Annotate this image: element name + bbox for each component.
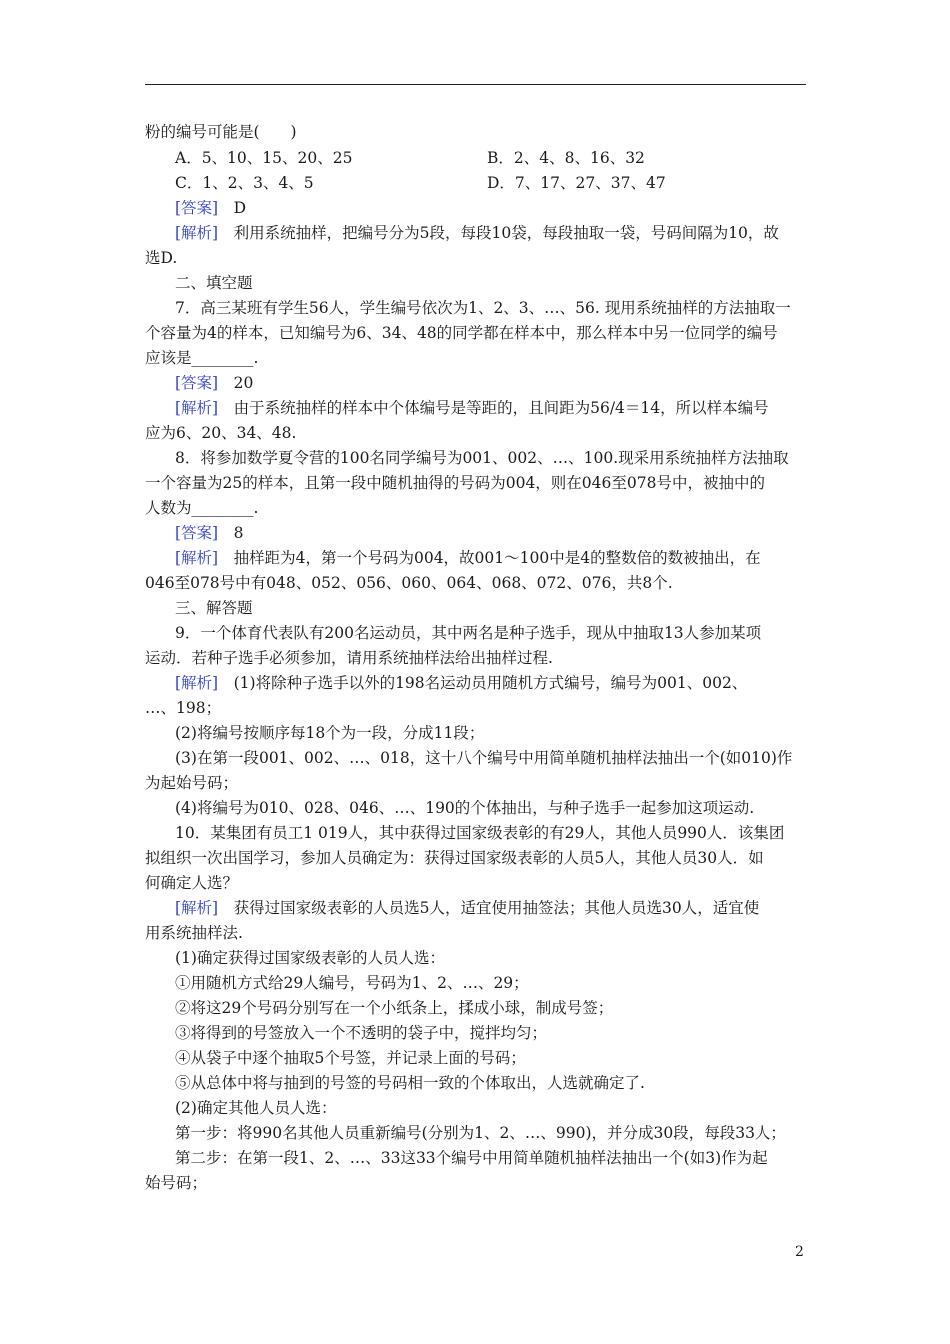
line-text: …、198； [145, 699, 222, 717]
line-text: D．7、17、27、37、47 [487, 174, 666, 192]
text-line [145, 423, 296, 447]
text-line [175, 448, 789, 472]
text-line [175, 198, 246, 222]
line-text: 8 [218, 524, 244, 542]
text-line [175, 273, 253, 297]
line-text: 人数为________. [145, 499, 259, 517]
line-text: 20 [218, 374, 254, 392]
line-text: 运动．若种子选手必须参加，请用系统抽样法给出抽样过程. [145, 649, 553, 667]
line-text: 第二步：在第一段1、2、…、33这33个编号中用简单随机抽样法抽出一个(如3)作为起 [175, 1149, 768, 1167]
text-line [175, 973, 529, 997]
text-line [145, 248, 177, 272]
text-line [175, 898, 759, 922]
text-line [145, 923, 243, 947]
line-text: A．5、10、15、20、25 [175, 149, 353, 167]
line-text: C．1、2、3、4、5 [175, 174, 314, 192]
text-line [145, 773, 238, 797]
text-line [175, 173, 314, 197]
line-text: 为起始号码； [145, 774, 239, 792]
text-line [175, 523, 243, 547]
text-line [175, 1148, 768, 1172]
label-tag: [解析] [175, 674, 219, 692]
text-line [145, 323, 778, 347]
line-text: 046至078号中有048、052、056、060、064、068、072、076，共8个. [145, 574, 673, 592]
line-text: 一个容量为25的样本，且第一段中随机抽得的号码为004，则在046至078号中，被抽中的 [145, 474, 765, 492]
text-line [145, 848, 764, 872]
line-text: 拟组织一次出国学习，参加人员确定为：获得过国家级表彰的人员5人，其他人员30人．如 [145, 849, 764, 867]
line-text: (2)确定其他人员人选： [175, 1099, 337, 1117]
line-text: 应为6、20、34、48. [145, 424, 297, 442]
line-text: ⑤从总体中将与抽到的号签的号码相一致的个体取出，人选就确定了. [175, 1074, 645, 1092]
text-line [175, 548, 761, 572]
label-tag: [解析] [175, 899, 219, 917]
text-line [487, 173, 666, 197]
line-text: 10．某集团有员工1 019人，其中获得过国家级表彰的有29人，其他人员990人．该集团 [175, 824, 785, 842]
line-text: (4)将编号为010、028、046、…、190的个体抽出，与种子选手一起参加这项运动. [175, 799, 755, 817]
text-line [175, 373, 253, 397]
line-text: 粉的编号可能是( ) [145, 123, 297, 141]
line-text: 7．高三某班有学生56人，学生编号依次为1、2、3、…、56. 现用系统抽样的方法抽取一 [175, 299, 791, 317]
line-text: (1)确定获得过国家级表彰的人员人选： [175, 949, 445, 967]
text-line [175, 723, 484, 747]
line-text: 三、解答题 [175, 599, 253, 617]
text-line [145, 348, 258, 372]
header-rule [145, 84, 806, 85]
line-text: 始号码； [145, 1174, 208, 1192]
label-tag: [解析] [175, 549, 219, 567]
text-line [175, 398, 769, 422]
text-line [175, 798, 754, 822]
line-text: (2)将编号按顺序每18个为一段，分成11段； [175, 724, 485, 742]
label-tag: [解析] [175, 224, 219, 242]
text-line [145, 498, 258, 522]
text-line [145, 648, 553, 672]
text-line [145, 698, 221, 722]
line-text: 个容量为4的样本，已知编号为6、34、48的同学都在样本中，那么样本中另一位同学的编号 [145, 324, 778, 342]
text-line [145, 873, 238, 897]
text-line [175, 1123, 786, 1147]
page-number: 2 [795, 1244, 804, 1260]
text-line [487, 148, 645, 172]
line-text: 获得过国家级表彰的人员选5人，适宜使用抽签法；其他人员选30人，适宜使 [218, 899, 760, 917]
line-text: 9．一个体育代表队有200名运动员，其中两名是种子选手，现从中抽取13人参加某项 [175, 624, 762, 642]
line-text: B．2、4、8、16、32 [487, 149, 645, 167]
text-line [175, 748, 792, 772]
text-line [175, 1048, 526, 1072]
text-line [175, 673, 747, 697]
line-text: ④从袋子中逐个抽取5个号签，并记录上面的号码； [175, 1049, 526, 1067]
text-line [175, 1073, 645, 1097]
label-tag: [解析] [175, 399, 219, 417]
text-line [175, 298, 791, 322]
line-text: ①用随机方式给29人编号，号码为1、2、…、29； [175, 974, 529, 992]
text-line [145, 1173, 207, 1197]
line-text: 由于系统抽样的样本中个体编号是等距的，且间距为56/4＝14，所以样本编号 [218, 399, 769, 417]
text-line [145, 573, 673, 597]
line-text: 8．将参加数学夏令营的100名同学编号为001、002、…、100.现采用系统抽样方法抽取 [175, 449, 789, 467]
line-text: ②将这29个号码分别写在一个小纸条上，揉成小球，制成号签； [175, 999, 614, 1017]
line-text: (1)将除种子选手以外的198名运动员用随机方式编号，编号为001、002、 [218, 674, 748, 692]
line-text: 选D. [145, 249, 178, 267]
line-text: D [218, 199, 247, 217]
label-tag: [答案] [175, 199, 219, 217]
text-line [175, 148, 352, 172]
line-text: 用系统抽样法. [145, 924, 243, 942]
text-line [175, 623, 761, 647]
line-text: 二、填空题 [175, 274, 253, 292]
label-tag: [答案] [175, 374, 219, 392]
line-text: ③将得到的号签放入一个不透明的袋子中，搅拌均匀； [175, 1024, 548, 1042]
text-line [175, 948, 445, 972]
label-tag: [答案] [175, 524, 219, 542]
line-text: (3)在第一段001、002、…、018，这十八个编号中用简单随机抽样法抽出一个(如010)作 [175, 749, 793, 767]
text-line [145, 122, 297, 146]
text-line [175, 598, 253, 622]
text-line [145, 473, 765, 497]
text-line [175, 1023, 547, 1047]
line-text: 抽样距为4，第一个号码为004，故001～100中是4的整数倍的数被抽出，在 [218, 549, 761, 567]
line-text: 利用系统抽样，把编号分为5段，每段10袋，每段抽取一袋，号码间隔为10，故 [218, 224, 779, 242]
line-text: 何确定人选？ [145, 874, 239, 892]
line-text: 第一步：将990名其他人员重新编号(分别为1、2、…、990)，并分成30段，每段33人； [175, 1124, 786, 1142]
text-line [175, 998, 613, 1022]
text-line [175, 223, 779, 247]
text-line [175, 1098, 336, 1122]
line-text: 应该是________. [145, 349, 259, 367]
text-line [175, 823, 784, 847]
